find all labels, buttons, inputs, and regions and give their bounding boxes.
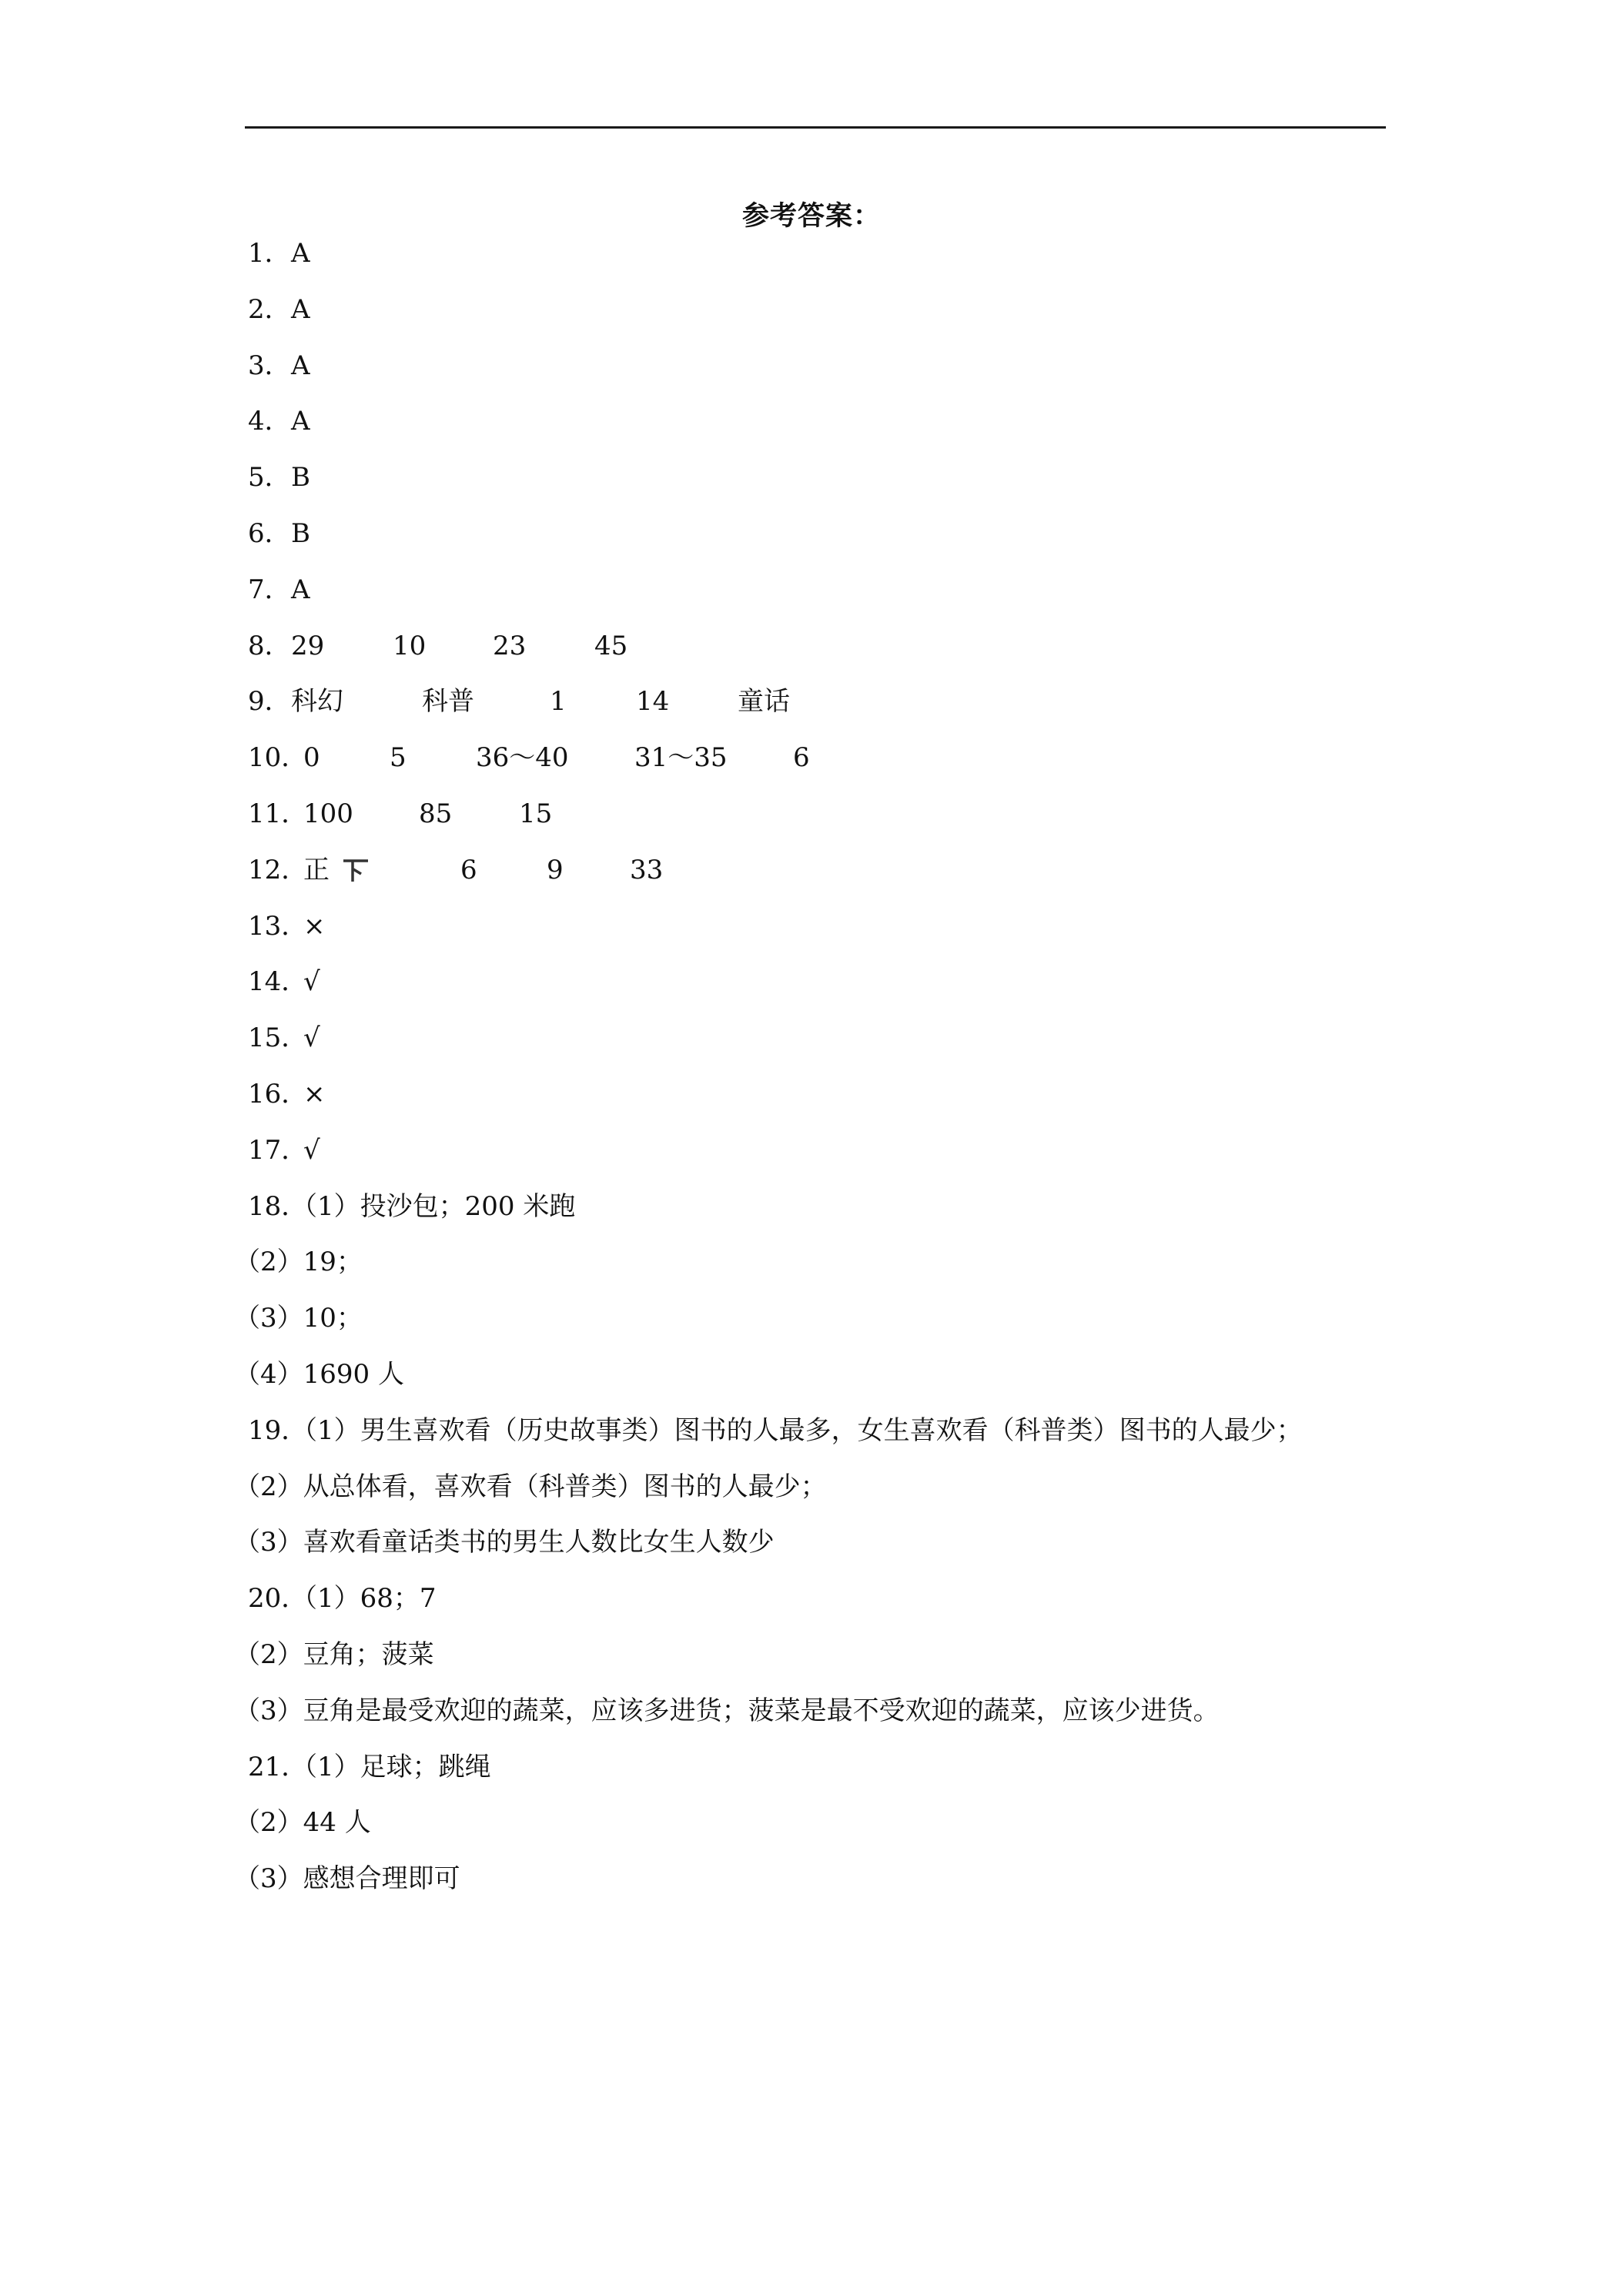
answer-value: 33 <box>630 854 664 885</box>
answer-line-15 <box>248 1022 1403 1078</box>
answer-number: 13． <box>248 910 308 942</box>
answer-line-2 <box>248 293 1403 350</box>
answer-value: 0 <box>303 742 320 774</box>
answer-line-10 <box>248 741 1403 798</box>
answer-value: （2）44 人 <box>234 1807 371 1839</box>
answer-line-18 <box>248 1190 1403 1247</box>
answer-number: 8． <box>248 630 291 661</box>
answer-value: 36～40 <box>476 742 569 774</box>
answer-value: √ <box>303 966 320 998</box>
answer-value: B <box>291 517 310 549</box>
answer-line-11 <box>248 798 1403 854</box>
answer-value: 5 <box>390 742 407 774</box>
answer-value: × <box>303 1078 326 1110</box>
answer-value: 正 <box>303 854 330 885</box>
answer-value: （1）足球；跳绳 <box>291 1751 491 1782</box>
answer-value: （1）投沙包；200 米跑 <box>291 1190 576 1222</box>
answer-value: √ <box>303 1022 320 1054</box>
answer-number: 17． <box>248 1134 308 1166</box>
answer-line-17 <box>248 1134 1403 1190</box>
answer-value: A <box>291 293 310 325</box>
answer-number: 18． <box>248 1190 308 1222</box>
answer-number: 21． <box>248 1751 308 1782</box>
answer-value: 45 <box>594 630 628 661</box>
answer-line-3 <box>248 350 1403 406</box>
answer-number: 11． <box>248 798 308 829</box>
answer-value: 科普 <box>422 686 474 718</box>
answer-value: 85 <box>419 798 453 829</box>
answer-number: 2． <box>248 293 291 325</box>
answer-value: 9 <box>547 854 564 885</box>
answer-value: （4）1690 人 <box>234 1358 404 1390</box>
answer-value: 10 <box>393 630 427 661</box>
answer-line-21-3 <box>234 1863 1403 1919</box>
answer-value: （3）豆角是最受欢迎的蔬菜，应该多进货；菠菜是最不受欢迎的蔬菜，应该少进货。 <box>234 1695 1220 1726</box>
answer-line-18-4 <box>234 1358 1403 1414</box>
answer-number: 6． <box>248 517 291 549</box>
answer-line-18-2 <box>234 1246 1403 1302</box>
answer-value: A <box>291 406 310 437</box>
answer-number: 10． <box>248 742 308 774</box>
answer-line-1 <box>248 237 1403 293</box>
answer-line-20-2 <box>234 1638 1403 1695</box>
answer-value: （3）10； <box>234 1303 363 1334</box>
answer-value: B <box>291 462 310 494</box>
answer-line-4 <box>248 405 1403 461</box>
answer-number: 4． <box>248 406 291 437</box>
answer-line-21-2 <box>234 1806 1403 1863</box>
tally-mark-icon <box>340 854 460 885</box>
answer-value: 6 <box>793 742 810 774</box>
answer-line-6 <box>248 517 1403 574</box>
answer-value: A <box>291 350 310 381</box>
answer-number: 14． <box>248 966 308 998</box>
answer-value: 23 <box>493 630 527 661</box>
answer-value: （2）从总体看，喜欢看（科普类）图书的人最少； <box>234 1471 827 1502</box>
answer-line-5 <box>248 461 1403 517</box>
answer-value: （2）19； <box>234 1247 363 1278</box>
answer-number: 3． <box>248 350 291 381</box>
answer-line-19-2 <box>234 1471 1403 1527</box>
answer-number: 5． <box>248 462 291 494</box>
answer-value: 15 <box>519 798 553 829</box>
answer-line-21 <box>248 1751 1403 1807</box>
answer-line-7 <box>248 574 1403 630</box>
answer-value: （1）68；7 <box>291 1583 437 1615</box>
answer-line-14 <box>248 966 1403 1022</box>
answer-value: （3）喜欢看童话类书的男生人数比女生人数少 <box>234 1527 775 1558</box>
answer-number: 15． <box>248 1022 308 1054</box>
header-rule <box>245 126 1386 129</box>
answer-number: 7． <box>248 574 291 605</box>
answer-line-16 <box>248 1078 1403 1134</box>
answer-line-8 <box>248 630 1403 686</box>
answer-list <box>234 237 1403 1919</box>
answer-value: 童话 <box>738 686 790 718</box>
answer-value: 6 <box>460 854 477 885</box>
answer-line-18-3 <box>234 1302 1403 1358</box>
answer-line-20-3 <box>234 1695 1403 1751</box>
answer-line-20 <box>248 1582 1403 1638</box>
answer-value: 31～35 <box>634 742 728 774</box>
answer-number: 1． <box>248 238 291 269</box>
answer-line-12 <box>248 854 1403 910</box>
answer-number: 20． <box>248 1583 308 1615</box>
answer-value: × <box>303 910 326 942</box>
answer-value: 科幻 <box>291 686 343 718</box>
answer-value: 1 <box>550 686 567 718</box>
page-title: 参考答案： <box>741 200 881 232</box>
answer-number: 12． <box>248 854 308 885</box>
answer-value: 14 <box>636 686 670 718</box>
answer-value: （2）豆角；菠菜 <box>234 1638 434 1670</box>
answer-value: （3）感想合理即可 <box>234 1863 460 1895</box>
answer-line-19-3 <box>234 1526 1403 1582</box>
answer-value: 29 <box>291 630 325 661</box>
answer-line-9 <box>248 685 1403 741</box>
answer-line-13 <box>248 910 1403 966</box>
answer-value: A <box>291 238 310 269</box>
answer-number: 16． <box>248 1078 308 1110</box>
answer-value: √ <box>303 1134 320 1166</box>
answer-value: 100 <box>303 798 353 829</box>
answer-value: （1）男生喜欢看（历史故事类）图书的人最多，女生喜欢看（科普类）图书的人最少； <box>291 1414 1303 1446</box>
answer-number: 19． <box>248 1414 308 1446</box>
answer-line-19 <box>248 1414 1403 1471</box>
answer-value: A <box>291 574 310 605</box>
answer-number: 9． <box>248 686 291 718</box>
